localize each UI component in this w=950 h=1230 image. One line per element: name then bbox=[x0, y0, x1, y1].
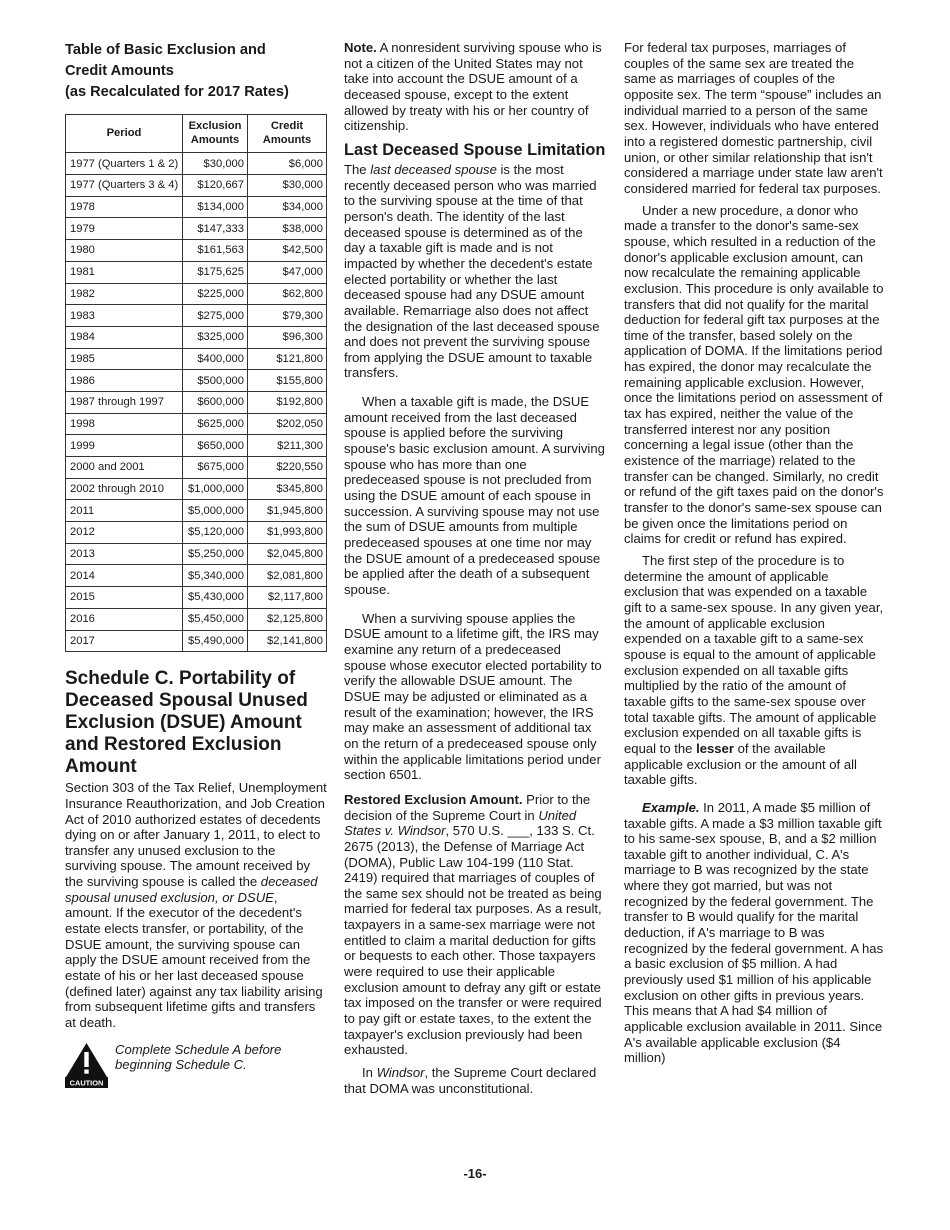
column-left bbox=[65, 40, 327, 1088]
cell-exclusion: $5,430,000 bbox=[183, 587, 248, 609]
cell-period: 1982 bbox=[66, 283, 183, 305]
cell-exclusion: $134,000 bbox=[183, 196, 248, 218]
table-row bbox=[66, 305, 327, 327]
last-deceased-spouse-heading: Last Deceased Spouse Limitation bbox=[344, 140, 606, 159]
cell-period: 2017 bbox=[66, 630, 183, 652]
table-row bbox=[66, 175, 327, 197]
cell-exclusion: $161,563 bbox=[183, 240, 248, 262]
cell-period: 2000 and 2001 bbox=[66, 457, 183, 479]
table-row bbox=[66, 457, 327, 479]
cell-credit: $38,000 bbox=[248, 218, 327, 240]
cell-exclusion: $120,667 bbox=[183, 175, 248, 197]
cell-period: 1978 bbox=[66, 196, 183, 218]
cell-period: 1987 through 1997 bbox=[66, 391, 183, 413]
cell-credit: $192,800 bbox=[248, 391, 327, 413]
cell-credit: $2,125,800 bbox=[248, 608, 327, 630]
cell-exclusion: $30,000 bbox=[183, 153, 248, 175]
cell-exclusion: $5,000,000 bbox=[183, 500, 248, 522]
page-number: -16- bbox=[463, 1166, 487, 1181]
header-credit: Credit Amounts bbox=[248, 115, 327, 153]
lds-paragraph-1: The last deceased spouse is the most recently deceased person who was married to the surviving spouse at the time of that person's death. The identity of the last deceased spouse is determined as of the day a taxable gift is made and is not impacted by whether the decedent's estate elected portability or whether the last deceased spouse had any DSUE amount available. Remarriage also does not affect the designation of the last deceased spouse and does not prevent the surviving spouse from applying the DSUE amount to taxable transfers. bbox=[344, 161, 600, 381]
column-right bbox=[624, 40, 884, 1066]
first-step-paragraph: The first step of the procedure is to determine the amount of applicable exclusion that was expended on a taxable gift to a same-sex spouse. In any given year, the amount of applicable exclusion expended on a taxable gift to a same-sex spouse is equal to the amount of applicable exclusion expended on all taxable gifts multiplied by the ratio of the amount of taxable gifts to the same-sex spouse over total taxable gifts. The amount of applicable exclusion expended on all taxable gifts is equal to the lesser of the available applicable exclusion or the amount of all taxable gifts. bbox=[624, 553, 884, 788]
table-row bbox=[66, 283, 327, 305]
cell-exclusion: $325,000 bbox=[183, 326, 248, 348]
cell-period: 2002 through 2010 bbox=[66, 478, 183, 500]
table-row bbox=[66, 630, 327, 652]
table-row bbox=[66, 153, 327, 175]
header-exclusion: Exclusion Amounts bbox=[183, 115, 248, 153]
cell-credit: $345,800 bbox=[248, 478, 327, 500]
cell-period: 1985 bbox=[66, 348, 183, 370]
cell-period: 1986 bbox=[66, 370, 183, 392]
cell-credit: $220,550 bbox=[248, 457, 327, 479]
cell-credit: $2,081,800 bbox=[248, 565, 327, 587]
cell-credit: $121,800 bbox=[248, 348, 327, 370]
schedule-c-intro: Section 303 of the Tax Relief, Unemployment Insurance Reauthorization, and Job Creation Act of 2010 authorized estates of decedents dying on or after January 1, 2011, to elect to transfer any unused exclusion to the surviving spouse. The amount received by the surviving spouse is called the deceased spousal unused exclusion, or DSUE, amount. If the executor of the decedent's estate elects transfer, or portability, of the DSUE amount, the surviving spouse can apply the DSUE amount received from the estate of his or her last deceased spouse (defined later) against any tax liability arising from subsequent lifetime gifts and transfers at death. bbox=[65, 780, 327, 1031]
cell-period: 1999 bbox=[66, 435, 183, 457]
cell-period: 2012 bbox=[66, 522, 183, 544]
cell-period: 2013 bbox=[66, 543, 183, 565]
table-title: Table of Basic Exclusion and Credit Amounts (as Recalculated for 2017 Rates) bbox=[65, 42, 289, 100]
table-row bbox=[66, 413, 327, 435]
cell-exclusion: $650,000 bbox=[183, 435, 248, 457]
table-row bbox=[66, 522, 327, 544]
cell-period: 1977 (Quarters 3 & 4) bbox=[66, 175, 183, 197]
table-row bbox=[66, 543, 327, 565]
table-row bbox=[66, 326, 327, 348]
cell-credit: $2,045,800 bbox=[248, 543, 327, 565]
table-row bbox=[66, 348, 327, 370]
caution-label: CAUTION bbox=[69, 1078, 104, 1088]
cell-credit: $1,945,800 bbox=[248, 500, 327, 522]
table-row bbox=[66, 261, 327, 283]
cell-exclusion: $600,000 bbox=[183, 391, 248, 413]
table-row bbox=[66, 391, 327, 413]
table-row bbox=[66, 240, 327, 262]
cell-exclusion: $625,000 bbox=[183, 413, 248, 435]
caution-text: Complete Schedule A before beginning Schedule C. bbox=[115, 1041, 282, 1073]
lds-paragraph-2: When a taxable gift is made, the DSUE amount received from the last deceased spouse is applied before the surviving spouse's basic exclusion amount. A surviving spouse who has more than one predeceased spouse is not precluded from using the DSUE amount of each spouse in succession. A surviving spouse may not use the sum of DSUE amounts from multiple predeceased spouses at one time nor may the DSUE amount of a predeceased spouse be applied after the death of a subsequent spouse. bbox=[344, 394, 605, 597]
schedule-c-heading: Schedule C. Portability of Deceased Spousal Unused Exclusion (DSUE) Amount and Restored Exclusion Amount bbox=[65, 668, 308, 778]
table-row bbox=[66, 500, 327, 522]
cell-period: 1977 (Quarters 1 & 2) bbox=[66, 153, 183, 175]
header-period: Period bbox=[66, 115, 183, 153]
cell-credit: $62,800 bbox=[248, 283, 327, 305]
cell-exclusion: $147,333 bbox=[183, 218, 248, 240]
cell-credit: $155,800 bbox=[248, 370, 327, 392]
cell-exclusion: $400,000 bbox=[183, 348, 248, 370]
cell-period: 1981 bbox=[66, 261, 183, 283]
table-row bbox=[66, 435, 327, 457]
cell-credit: $202,050 bbox=[248, 413, 327, 435]
cell-exclusion: $5,120,000 bbox=[183, 522, 248, 544]
cell-period: 1979 bbox=[66, 218, 183, 240]
lds-paragraph-3: When a surviving spouse applies the DSUE amount to a lifetime gift, the IRS may examine any return of a predeceased spouse whose executor elected portability to verify the allowable DSUE amount. The DSUE may be adjusted or eliminated as a result of the examination; however, the IRS may make an assessment of additional tax on the return of a predeceased spouse only within the applicable limitations period under section 6501. bbox=[344, 610, 602, 783]
cell-exclusion: $175,625 bbox=[183, 261, 248, 283]
cell-exclusion: $5,340,000 bbox=[183, 565, 248, 587]
cell-credit: $2,141,800 bbox=[248, 630, 327, 652]
new-procedure-paragraph: Under a new procedure, a donor who made a transfer to the donor's same-sex spouse, which resulted in a reduction of the donor's applicable exclusion amount, can now recalculate the remaining applicable exclusion. This procedure is only available to transfers that did not qualify for the marital deduction for federal gift tax purposes at the time of the transfer, based solely on the application of DOMA. If the limitations period has expired, the donor may recalculate the remaining applicable exclusion. However, once the limitations period on assessment of tax has expired, neither the value of the transferred interest nor any position concerning a legal issue (other than the existence of the marriage) related to the transfer can be changed. Similarly, no credit or refund of the gift taxes paid on the donor's transfer to the donor's same-sex spouse can be given once the limitations period on claims for credit or refund has expired. bbox=[624, 202, 884, 547]
table-row bbox=[66, 218, 327, 240]
cell-credit: $79,300 bbox=[248, 305, 327, 327]
cell-period: 2015 bbox=[66, 587, 183, 609]
cell-credit: $1,993,800 bbox=[248, 522, 327, 544]
cell-credit: $96,300 bbox=[248, 326, 327, 348]
cell-credit: $6,000 bbox=[248, 153, 327, 175]
column-middle bbox=[344, 40, 606, 1096]
cell-credit: $211,300 bbox=[248, 435, 327, 457]
cell-period: 1998 bbox=[66, 413, 183, 435]
cell-exclusion: $275,000 bbox=[183, 305, 248, 327]
cell-exclusion: $225,000 bbox=[183, 283, 248, 305]
table-row bbox=[66, 370, 327, 392]
cell-period: 1984 bbox=[66, 326, 183, 348]
cell-period: 1983 bbox=[66, 305, 183, 327]
cell-credit: $42,500 bbox=[248, 240, 327, 262]
windsor-paragraph: In Windsor, the Supreme Court declared that DOMA was unconstitutional. bbox=[344, 1065, 597, 1096]
exclusion-credit-table bbox=[65, 114, 327, 652]
cell-exclusion: $5,250,000 bbox=[183, 543, 248, 565]
cell-exclusion: $1,000,000 bbox=[183, 478, 248, 500]
example-paragraph: Example. In 2011, A made $5 million of taxable gifts. A made a $3 million taxable gift to his same-sex spouse, B, and a $2 million taxable gift to another individual, C. A's marriage to B was recognized by the state where they got married, but was not recognized by the federal government. The transfer to B would qualify for the marital deduction, if A's marriage to B was recognized by the federal government. A has a basic exclusion of $5 million. A had previously used $1 million of his applicable exclusion on other gifts in previous years. This means that A had $4 million of applicable exclusion available in 2011. Since A's available applicable exclusion ($4 million) bbox=[624, 799, 884, 1066]
cell-exclusion: $5,450,000 bbox=[183, 608, 248, 630]
table-row bbox=[66, 196, 327, 218]
cell-period: 2014 bbox=[66, 565, 183, 587]
cell-period: 2016 bbox=[66, 608, 183, 630]
cell-exclusion: $5,490,000 bbox=[183, 630, 248, 652]
cell-period: 1980 bbox=[66, 240, 183, 262]
note-paragraph: Note. A nonresident surviving spouse who is not a citizen of the United States may not take into account the DSUE amount of a deceased spouse, except to the extent allowed by treaty with his or her country of citizenship. bbox=[344, 40, 602, 134]
cell-credit: $34,000 bbox=[248, 196, 327, 218]
cell-credit: $30,000 bbox=[248, 175, 327, 197]
caution-note bbox=[65, 1042, 327, 1088]
same-sex-marriage-paragraph: For federal tax purposes, marriages of couples of the same sex are treated the same as marriages of couples of the opposite sex. The term “spouse” includes an individual married to a person of the same sex. However, individuals who have entered into a registered domestic partnership, civil union, or other similar relationship that isn't considered a marriage under state law aren't considered married for federal tax purposes. bbox=[624, 40, 883, 196]
table-row bbox=[66, 565, 327, 587]
table-row bbox=[66, 608, 327, 630]
cell-credit: $47,000 bbox=[248, 261, 327, 283]
table-row bbox=[66, 587, 327, 609]
table-row bbox=[66, 478, 327, 500]
cell-period: 2011 bbox=[66, 500, 183, 522]
table-body bbox=[66, 153, 327, 652]
cell-exclusion: $675,000 bbox=[183, 457, 248, 479]
cell-exclusion: $500,000 bbox=[183, 370, 248, 392]
cell-credit: $2,117,800 bbox=[248, 587, 327, 609]
caution-icon bbox=[65, 1042, 108, 1088]
restored-exclusion-paragraph: Restored Exclusion Amount. Prior to the decision of the Supreme Court in United States v. Windsor, 570 U.S. ___, 133 S. Ct. 2675 (2013), the Defense of Marriage Act (DOMA), Public Law 104-199 (110 Stat. 2419) required that marriages of couples of the same sex should not be treated as being married for federal tax purposes. As a result, taxpayers in a same-sex marriage were not entitled to claim a marital deduction for gifts or bequests to each other. Those taxpayers were required to use their applicable exclusion amount to defray any gift or estate tax imposed on the transfer or were required to pay gift or estate taxes, to the extent the taxpayer's exclusion previously had been exhausted. bbox=[344, 791, 602, 1058]
table-header-row bbox=[66, 115, 327, 153]
